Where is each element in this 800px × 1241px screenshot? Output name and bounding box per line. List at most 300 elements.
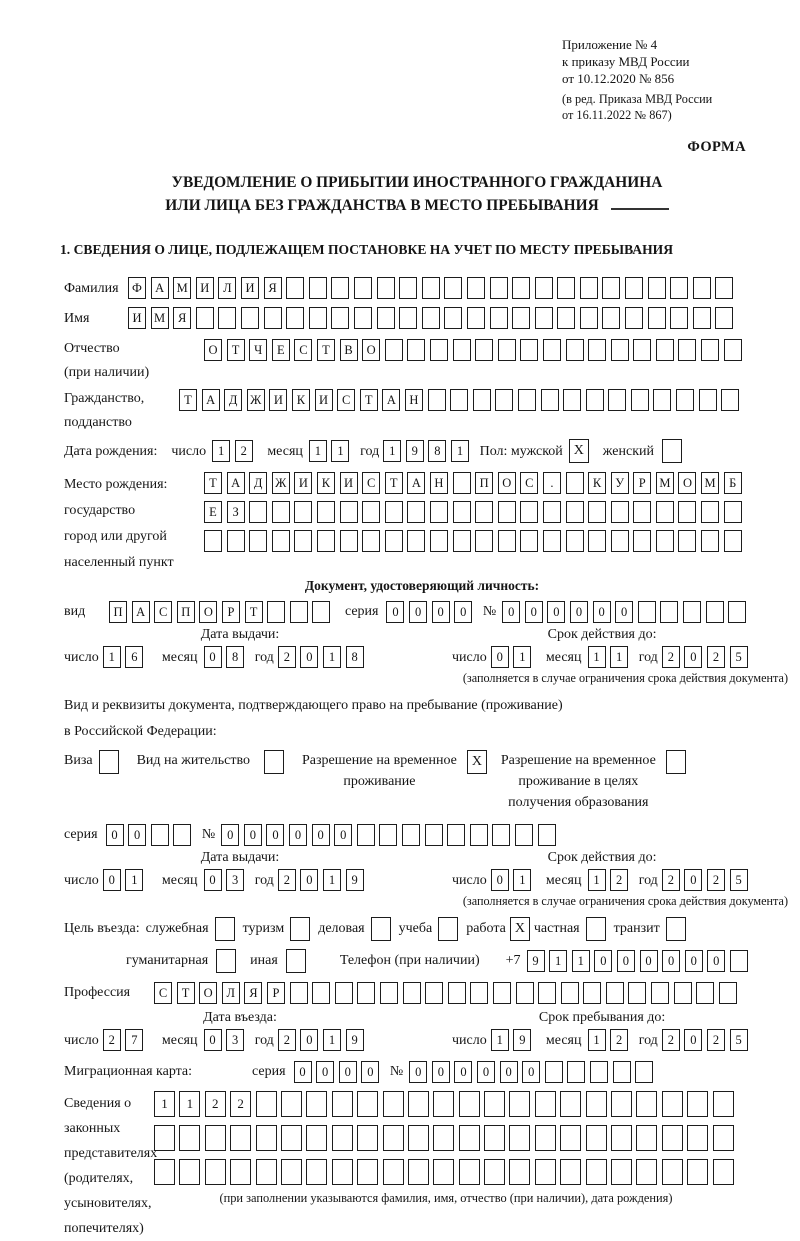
- char-cell[interactable]: 0: [244, 824, 262, 846]
- char-cell[interactable]: 7: [125, 1029, 143, 1051]
- char-cell[interactable]: 0: [204, 1029, 222, 1051]
- char-cell[interactable]: С: [154, 982, 172, 1004]
- char-cell[interactable]: [377, 277, 395, 299]
- char-cell[interactable]: 0: [502, 601, 520, 623]
- char-cell[interactable]: 2: [707, 646, 725, 668]
- char-cell[interactable]: [730, 950, 748, 972]
- char-cell[interactable]: И: [315, 389, 333, 411]
- char-cell[interactable]: Ж: [247, 389, 265, 411]
- char-cell[interactable]: [580, 277, 598, 299]
- char-cell[interactable]: 1: [383, 440, 401, 462]
- char-cell[interactable]: [256, 1159, 277, 1185]
- char-cell[interactable]: А: [382, 389, 400, 411]
- char-cell[interactable]: 0: [477, 1061, 495, 1083]
- char-cell[interactable]: [557, 277, 575, 299]
- char-cell[interactable]: [561, 982, 579, 1004]
- char-cell[interactable]: Я: [264, 277, 282, 299]
- char-cell[interactable]: 0: [294, 1061, 312, 1083]
- char-cell[interactable]: А: [151, 277, 169, 299]
- char-cell[interactable]: [362, 501, 380, 523]
- char-cell[interactable]: И: [196, 277, 214, 299]
- char-cell[interactable]: [383, 1091, 404, 1117]
- char-cell[interactable]: [670, 277, 688, 299]
- char-cell[interactable]: М: [151, 307, 169, 329]
- char-cell[interactable]: [586, 389, 604, 411]
- char-cell[interactable]: [662, 1125, 683, 1151]
- char-cell[interactable]: С: [362, 472, 380, 494]
- char-cell[interactable]: 1: [549, 950, 567, 972]
- char-cell[interactable]: [399, 307, 417, 329]
- char-cell[interactable]: [286, 277, 304, 299]
- char-cell[interactable]: 1: [588, 646, 606, 668]
- char-cell[interactable]: [470, 824, 488, 846]
- char-cell[interactable]: 0: [289, 824, 307, 846]
- char-cell[interactable]: [728, 601, 746, 623]
- char-cell[interactable]: [448, 982, 466, 1004]
- char-cell[interactable]: [377, 307, 395, 329]
- char-cell[interactable]: [205, 1159, 226, 1185]
- char-cell[interactable]: Е: [204, 501, 222, 523]
- char-cell[interactable]: [317, 530, 335, 552]
- char-cell[interactable]: [475, 501, 493, 523]
- char-cell[interactable]: 2: [662, 1029, 680, 1051]
- char-cell[interactable]: [545, 1061, 563, 1083]
- char-cell[interactable]: [331, 277, 349, 299]
- char-cell[interactable]: [196, 307, 214, 329]
- char-cell[interactable]: [541, 389, 559, 411]
- char-cell[interactable]: [332, 1159, 353, 1185]
- char-cell[interactable]: [306, 1125, 327, 1151]
- char-cell[interactable]: [475, 339, 493, 361]
- char-cell[interactable]: [724, 339, 742, 361]
- char-cell[interactable]: [357, 824, 375, 846]
- char-cell[interactable]: 1: [179, 1091, 200, 1117]
- char-cell[interactable]: 0: [685, 950, 703, 972]
- char-cell[interactable]: [332, 1125, 353, 1151]
- char-cell[interactable]: П: [177, 601, 195, 623]
- char-cell[interactable]: [467, 307, 485, 329]
- char-cell[interactable]: 1: [323, 869, 341, 891]
- char-cell[interactable]: [154, 1159, 175, 1185]
- purpose-study-checkbox[interactable]: [438, 917, 458, 941]
- char-cell[interactable]: [380, 982, 398, 1004]
- char-cell[interactable]: [535, 307, 553, 329]
- char-cell[interactable]: [509, 1091, 530, 1117]
- char-cell[interactable]: [335, 982, 353, 1004]
- char-cell[interactable]: [450, 389, 468, 411]
- char-cell[interactable]: [422, 307, 440, 329]
- char-cell[interactable]: 9: [346, 1029, 364, 1051]
- char-cell[interactable]: [249, 501, 267, 523]
- char-cell[interactable]: [662, 1091, 683, 1117]
- purpose-official-checkbox[interactable]: [215, 917, 235, 941]
- char-cell[interactable]: [509, 1125, 530, 1151]
- char-cell[interactable]: [317, 501, 335, 523]
- char-cell[interactable]: [407, 339, 425, 361]
- char-cell[interactable]: 1: [103, 646, 121, 668]
- char-cell[interactable]: [611, 339, 629, 361]
- char-cell[interactable]: 8: [226, 646, 244, 668]
- char-cell[interactable]: 0: [522, 1061, 540, 1083]
- char-cell[interactable]: [453, 472, 471, 494]
- char-cell[interactable]: 0: [361, 1061, 379, 1083]
- char-cell[interactable]: 1: [451, 440, 469, 462]
- char-cell[interactable]: [230, 1125, 251, 1151]
- char-cell[interactable]: [204, 530, 222, 552]
- char-cell[interactable]: [583, 982, 601, 1004]
- char-cell[interactable]: 0: [409, 601, 427, 623]
- char-cell[interactable]: Т: [385, 472, 403, 494]
- char-cell[interactable]: Ч: [249, 339, 267, 361]
- char-cell[interactable]: [357, 1159, 378, 1185]
- char-cell[interactable]: [383, 1125, 404, 1151]
- char-cell[interactable]: Н: [405, 389, 423, 411]
- char-cell[interactable]: [557, 307, 575, 329]
- char-cell[interactable]: 1: [323, 1029, 341, 1051]
- char-cell[interactable]: [173, 824, 191, 846]
- char-cell[interactable]: М: [656, 472, 674, 494]
- char-cell[interactable]: [154, 1125, 175, 1151]
- char-cell[interactable]: [294, 501, 312, 523]
- char-cell[interactable]: [656, 339, 674, 361]
- char-cell[interactable]: У: [611, 472, 629, 494]
- char-cell[interactable]: Т: [227, 339, 245, 361]
- char-cell[interactable]: 2: [205, 1091, 226, 1117]
- char-cell[interactable]: 1: [572, 950, 590, 972]
- char-cell[interactable]: [484, 1091, 505, 1117]
- char-cell[interactable]: 0: [128, 824, 146, 846]
- char-cell[interactable]: [312, 601, 330, 623]
- char-cell[interactable]: 0: [684, 646, 702, 668]
- char-cell[interactable]: [586, 1091, 607, 1117]
- char-cell[interactable]: 0: [316, 1061, 334, 1083]
- char-cell[interactable]: [205, 1125, 226, 1151]
- char-cell[interactable]: [309, 277, 327, 299]
- char-cell[interactable]: [560, 1091, 581, 1117]
- char-cell[interactable]: [354, 307, 372, 329]
- char-cell[interactable]: [516, 982, 534, 1004]
- char-cell[interactable]: [651, 982, 669, 1004]
- char-cell[interactable]: [706, 601, 724, 623]
- char-cell[interactable]: Т: [317, 339, 335, 361]
- char-cell[interactable]: 1: [212, 440, 230, 462]
- char-cell[interactable]: [566, 501, 584, 523]
- char-cell[interactable]: И: [340, 472, 358, 494]
- char-cell[interactable]: 0: [491, 869, 509, 891]
- char-cell[interactable]: А: [132, 601, 150, 623]
- char-cell[interactable]: [535, 1125, 556, 1151]
- char-cell[interactable]: [425, 982, 443, 1004]
- char-cell[interactable]: [407, 530, 425, 552]
- char-cell[interactable]: 0: [432, 1061, 450, 1083]
- char-cell[interactable]: [602, 307, 620, 329]
- char-cell[interactable]: 0: [684, 1029, 702, 1051]
- residence-permit-checkbox[interactable]: [264, 750, 284, 774]
- char-cell[interactable]: 9: [346, 869, 364, 891]
- char-cell[interactable]: [151, 824, 169, 846]
- char-cell[interactable]: [241, 307, 259, 329]
- char-cell[interactable]: 1: [588, 1029, 606, 1051]
- purpose-humanitarian-checkbox[interactable]: [216, 949, 236, 973]
- char-cell[interactable]: 2: [707, 869, 725, 891]
- char-cell[interactable]: [459, 1159, 480, 1185]
- char-cell[interactable]: [332, 1091, 353, 1117]
- char-cell[interactable]: [543, 530, 561, 552]
- char-cell[interactable]: 0: [547, 601, 565, 623]
- char-cell[interactable]: [433, 1125, 454, 1151]
- char-cell[interactable]: [588, 530, 606, 552]
- char-cell[interactable]: [713, 1091, 734, 1117]
- char-cell[interactable]: К: [317, 472, 335, 494]
- char-cell[interactable]: [492, 824, 510, 846]
- char-cell[interactable]: [256, 1125, 277, 1151]
- char-cell[interactable]: [490, 307, 508, 329]
- char-cell[interactable]: [611, 1159, 632, 1185]
- char-cell[interactable]: 0: [500, 1061, 518, 1083]
- char-cell[interactable]: 2: [278, 869, 296, 891]
- char-cell[interactable]: [249, 530, 267, 552]
- char-cell[interactable]: Л: [222, 982, 240, 1004]
- visa-checkbox[interactable]: [99, 750, 119, 774]
- char-cell[interactable]: [602, 277, 620, 299]
- char-cell[interactable]: 0: [106, 824, 124, 846]
- purpose-private-checkbox[interactable]: [586, 917, 606, 941]
- char-cell[interactable]: [636, 1125, 657, 1151]
- char-cell[interactable]: [613, 1061, 631, 1083]
- char-cell[interactable]: [227, 530, 245, 552]
- purpose-tourism-checkbox[interactable]: [290, 917, 310, 941]
- char-cell[interactable]: 5: [730, 646, 748, 668]
- char-cell[interactable]: 3: [226, 869, 244, 891]
- char-cell[interactable]: К: [588, 472, 606, 494]
- char-cell[interactable]: [635, 1061, 653, 1083]
- char-cell[interactable]: [683, 601, 701, 623]
- char-cell[interactable]: 2: [278, 646, 296, 668]
- char-cell[interactable]: [648, 307, 666, 329]
- char-cell[interactable]: Р: [267, 982, 285, 1004]
- char-cell[interactable]: О: [678, 472, 696, 494]
- char-cell[interactable]: 0: [300, 1029, 318, 1051]
- char-cell[interactable]: [701, 530, 719, 552]
- char-cell[interactable]: [586, 1125, 607, 1151]
- char-cell[interactable]: [498, 501, 516, 523]
- char-cell[interactable]: 0: [617, 950, 635, 972]
- char-cell[interactable]: А: [202, 389, 220, 411]
- char-cell[interactable]: [515, 824, 533, 846]
- char-cell[interactable]: [724, 501, 742, 523]
- char-cell[interactable]: О: [498, 472, 516, 494]
- char-cell[interactable]: [408, 1159, 429, 1185]
- char-cell[interactable]: [267, 601, 285, 623]
- char-cell[interactable]: 0: [300, 646, 318, 668]
- char-cell[interactable]: 0: [615, 601, 633, 623]
- char-cell[interactable]: [633, 339, 651, 361]
- char-cell[interactable]: [563, 389, 581, 411]
- char-cell[interactable]: [648, 277, 666, 299]
- char-cell[interactable]: [484, 1159, 505, 1185]
- char-cell[interactable]: О: [199, 982, 217, 1004]
- char-cell[interactable]: [459, 1125, 480, 1151]
- char-cell[interactable]: 0: [594, 950, 612, 972]
- char-cell[interactable]: [701, 501, 719, 523]
- char-cell[interactable]: 0: [707, 950, 725, 972]
- char-cell[interactable]: Д: [249, 472, 267, 494]
- char-cell[interactable]: 0: [409, 1061, 427, 1083]
- char-cell[interactable]: 2: [278, 1029, 296, 1051]
- char-cell[interactable]: 1: [154, 1091, 175, 1117]
- char-cell[interactable]: [662, 1159, 683, 1185]
- char-cell[interactable]: [256, 1091, 277, 1117]
- char-cell[interactable]: [656, 501, 674, 523]
- char-cell[interactable]: [678, 339, 696, 361]
- char-cell[interactable]: 0: [204, 869, 222, 891]
- char-cell[interactable]: 1: [309, 440, 327, 462]
- char-cell[interactable]: [399, 277, 417, 299]
- char-cell[interactable]: [656, 530, 674, 552]
- char-cell[interactable]: Я: [244, 982, 262, 1004]
- char-cell[interactable]: Ф: [128, 277, 146, 299]
- char-cell[interactable]: 0: [593, 601, 611, 623]
- char-cell[interactable]: В: [340, 339, 358, 361]
- char-cell[interactable]: [179, 1125, 200, 1151]
- purpose-other-checkbox[interactable]: [286, 949, 306, 973]
- char-cell[interactable]: И: [294, 472, 312, 494]
- char-cell[interactable]: А: [227, 472, 245, 494]
- char-cell[interactable]: [674, 982, 692, 1004]
- char-cell[interactable]: [543, 501, 561, 523]
- char-cell[interactable]: [586, 1159, 607, 1185]
- char-cell[interactable]: 5: [730, 1029, 748, 1051]
- char-cell[interactable]: [408, 1125, 429, 1151]
- char-cell[interactable]: [633, 530, 651, 552]
- char-cell[interactable]: 9: [513, 1029, 531, 1051]
- char-cell[interactable]: [408, 1091, 429, 1117]
- char-cell[interactable]: [490, 277, 508, 299]
- char-cell[interactable]: 2: [610, 1029, 628, 1051]
- char-cell[interactable]: [306, 1159, 327, 1185]
- char-cell[interactable]: 0: [684, 869, 702, 891]
- char-cell[interactable]: [636, 1091, 657, 1117]
- char-cell[interactable]: [272, 501, 290, 523]
- char-cell[interactable]: [512, 307, 530, 329]
- char-cell[interactable]: [538, 824, 556, 846]
- char-cell[interactable]: [535, 1091, 556, 1117]
- edu-permit-checkbox[interactable]: [666, 750, 686, 774]
- char-cell[interactable]: [611, 501, 629, 523]
- char-cell[interactable]: [724, 530, 742, 552]
- char-cell[interactable]: [693, 307, 711, 329]
- char-cell[interactable]: [678, 501, 696, 523]
- char-cell[interactable]: [606, 982, 624, 1004]
- char-cell[interactable]: 8: [428, 440, 446, 462]
- char-cell[interactable]: [535, 1159, 556, 1185]
- char-cell[interactable]: [520, 530, 538, 552]
- temp-permit-checkbox[interactable]: X: [467, 750, 487, 774]
- char-cell[interactable]: М: [701, 472, 719, 494]
- purpose-transit-checkbox[interactable]: [666, 917, 686, 941]
- char-cell[interactable]: С: [520, 472, 538, 494]
- char-cell[interactable]: [636, 1159, 657, 1185]
- char-cell[interactable]: [670, 307, 688, 329]
- char-cell[interactable]: Н: [430, 472, 448, 494]
- purpose-business-checkbox[interactable]: [371, 917, 391, 941]
- char-cell[interactable]: [512, 277, 530, 299]
- char-cell[interactable]: [693, 277, 711, 299]
- char-cell[interactable]: 1: [513, 869, 531, 891]
- char-cell[interactable]: 0: [432, 601, 450, 623]
- char-cell[interactable]: [538, 982, 556, 1004]
- char-cell[interactable]: [447, 824, 465, 846]
- char-cell[interactable]: [653, 389, 671, 411]
- char-cell[interactable]: Д: [224, 389, 242, 411]
- char-cell[interactable]: И: [269, 389, 287, 411]
- char-cell[interactable]: [294, 530, 312, 552]
- char-cell[interactable]: [218, 307, 236, 329]
- char-cell[interactable]: [433, 1159, 454, 1185]
- char-cell[interactable]: 2: [662, 869, 680, 891]
- char-cell[interactable]: [701, 339, 719, 361]
- char-cell[interactable]: [588, 339, 606, 361]
- char-cell[interactable]: Б: [724, 472, 742, 494]
- char-cell[interactable]: 1: [610, 646, 628, 668]
- char-cell[interactable]: И: [241, 277, 259, 299]
- char-cell[interactable]: М: [173, 277, 191, 299]
- char-cell[interactable]: 2: [662, 646, 680, 668]
- char-cell[interactable]: [281, 1159, 302, 1185]
- char-cell[interactable]: [383, 1159, 404, 1185]
- char-cell[interactable]: [560, 1159, 581, 1185]
- char-cell[interactable]: [631, 389, 649, 411]
- char-cell[interactable]: [520, 339, 538, 361]
- char-cell[interactable]: [715, 307, 733, 329]
- char-cell[interactable]: 0: [570, 601, 588, 623]
- char-cell[interactable]: [331, 307, 349, 329]
- char-cell[interactable]: [687, 1091, 708, 1117]
- char-cell[interactable]: Е: [272, 339, 290, 361]
- char-cell[interactable]: [484, 1125, 505, 1151]
- char-cell[interactable]: [567, 1061, 585, 1083]
- char-cell[interactable]: 1: [125, 869, 143, 891]
- char-cell[interactable]: [453, 530, 471, 552]
- char-cell[interactable]: 3: [226, 1029, 244, 1051]
- char-cell[interactable]: [422, 277, 440, 299]
- char-cell[interactable]: С: [154, 601, 172, 623]
- char-cell[interactable]: [179, 1159, 200, 1185]
- char-cell[interactable]: .: [543, 472, 561, 494]
- char-cell[interactable]: [362, 530, 380, 552]
- char-cell[interactable]: П: [109, 601, 127, 623]
- char-cell[interactable]: 1: [331, 440, 349, 462]
- char-cell[interactable]: [687, 1159, 708, 1185]
- char-cell[interactable]: 2: [610, 869, 628, 891]
- char-cell[interactable]: [687, 1125, 708, 1151]
- char-cell[interactable]: 1: [513, 646, 531, 668]
- char-cell[interactable]: [430, 339, 448, 361]
- char-cell[interactable]: [433, 1091, 454, 1117]
- char-cell[interactable]: [385, 339, 403, 361]
- char-cell[interactable]: [430, 501, 448, 523]
- char-cell[interactable]: [385, 501, 403, 523]
- char-cell[interactable]: [309, 307, 327, 329]
- char-cell[interactable]: Т: [179, 389, 197, 411]
- char-cell[interactable]: [312, 982, 330, 1004]
- char-cell[interactable]: 0: [640, 950, 658, 972]
- char-cell[interactable]: [340, 530, 358, 552]
- female-checkbox[interactable]: [662, 439, 682, 463]
- char-cell[interactable]: [430, 530, 448, 552]
- char-cell[interactable]: 1: [323, 646, 341, 668]
- char-cell[interactable]: [281, 1125, 302, 1151]
